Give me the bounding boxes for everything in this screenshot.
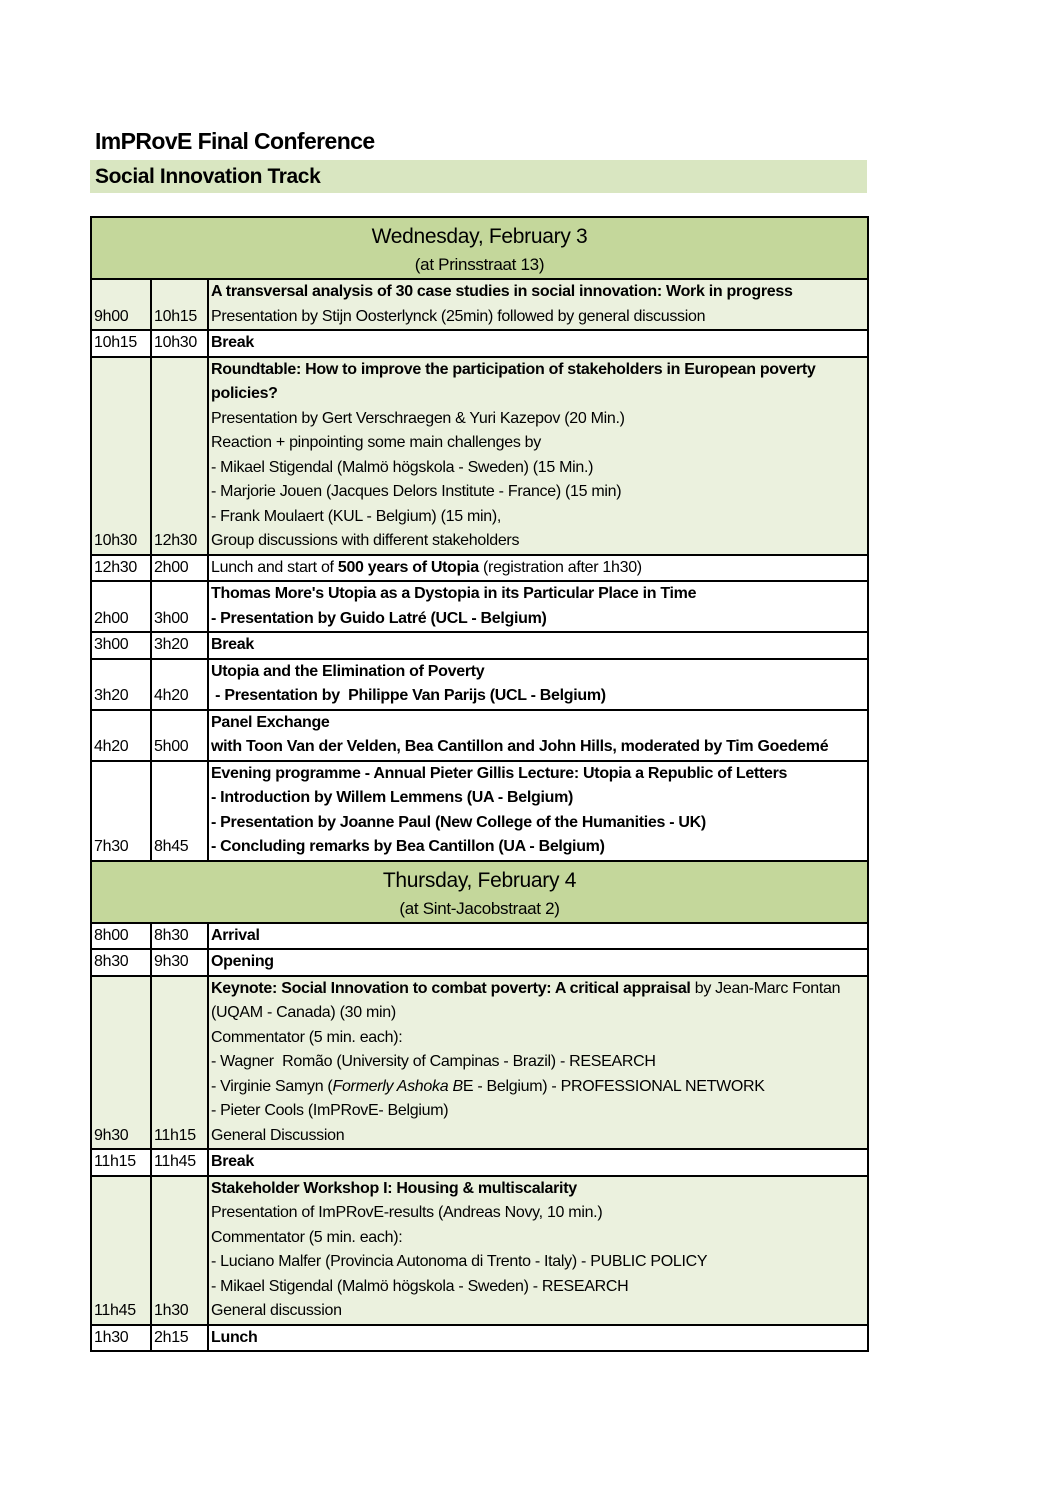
start-time: 8h30 [91, 949, 151, 976]
session-description [208, 330, 868, 357]
session-description [208, 659, 868, 710]
session-line: Evening programme - Annual Pieter Gillis Lecture: Utopia a Republic of Letters [211, 764, 788, 782]
day-name: Thursday, February 4 [382, 868, 577, 892]
session-line: Break [211, 1153, 254, 1170]
session-text: Formerly Ashoka B [332, 1077, 463, 1095]
session-row [91, 1149, 868, 1176]
start-time: 3h20 [91, 659, 151, 710]
end-time: 11h45 [151, 1149, 208, 1176]
session-line: Stakeholder Workshop I: Housing & multiscalarity [211, 1179, 577, 1197]
track-subtitle: Social Innovation Track [90, 160, 867, 193]
session-line: Lunch [211, 1328, 258, 1346]
session-description [208, 1325, 868, 1352]
session-line: - Frank Moulaert (KUL - Belgium) (15 min), [211, 507, 501, 525]
session-description [208, 555, 868, 582]
session-line: Reaction + pinpointing some main challenges by [211, 434, 541, 451]
session-line: Opening [211, 953, 274, 970]
end-time: 12h30 [151, 357, 208, 555]
session-line: - Presentation by Philippe Van Parijs (UCL - Belgium) [211, 687, 606, 704]
session-line: Panel Exchange [211, 713, 330, 731]
end-time: 5h00 [151, 710, 208, 761]
session-line: - Presentation by Guido Latré (UCL - Belgium) [211, 609, 547, 627]
end-time: 8h30 [151, 923, 208, 950]
schedule-table [90, 216, 869, 1352]
session-text: Keynote: Social Innovation to combat poverty: A critical appraisal [211, 979, 691, 997]
start-time: 10h30 [91, 357, 151, 555]
session-line: - Introduction by Willem Lemmens (UA - Belgium) [211, 789, 574, 806]
start-time: 7h30 [91, 761, 151, 861]
day-place: (at Sint-Jacobstraat 2) [399, 898, 560, 918]
session-line [211, 1075, 865, 1100]
start-time: 11h45 [91, 1176, 151, 1325]
start-time: 11h15 [91, 1149, 151, 1176]
session-line: Utopia and the Elimination of Poverty [211, 662, 485, 680]
session-description [208, 761, 868, 861]
session-line: - Pieter Cools (ImPRovE- Belgium) [211, 1102, 449, 1119]
session-line: Group discussions with different stakeholders [211, 532, 520, 549]
session-row [91, 279, 868, 330]
session-line [211, 556, 865, 581]
session-line [211, 977, 865, 1026]
start-time: 12h30 [91, 555, 151, 582]
session-row [91, 1325, 868, 1352]
session-line: Break [211, 636, 254, 653]
session-line: - Concluding remarks by Bea Cantillon (UA - Belgium) [211, 838, 605, 855]
session-row [91, 923, 868, 950]
session-description [208, 1149, 868, 1176]
session-row [91, 659, 868, 710]
session-text: - Virginie Samyn ( [211, 1077, 333, 1095]
day-name: Wednesday, February 3 [371, 225, 588, 248]
day-place: (at Prinsstraat 13) [414, 255, 545, 274]
session-line: with Toon Van der Velden, Bea Cantillon and John Hills, moderated by Tim Goedemé [211, 738, 829, 755]
session-description [208, 279, 868, 330]
session-line: Commentator (5 min. each): [211, 1028, 403, 1046]
session-row [91, 976, 868, 1150]
end-time: 3h20 [151, 632, 208, 659]
session-line: Commentator (5 min. each): [211, 1228, 403, 1246]
session-line: Arrival [211, 926, 260, 944]
session-row [91, 949, 868, 976]
session-description [208, 632, 868, 659]
start-time: 10h15 [91, 330, 151, 357]
end-time: 10h30 [151, 330, 208, 357]
schedule-body [91, 217, 868, 1351]
day-header [91, 861, 868, 923]
session-line: Presentation of ImPRovE-results (Andreas Novy, 10 min.) [211, 1204, 603, 1221]
session-line: Break [211, 334, 254, 351]
session-line: - Luciano Malfer (Provincia Autonoma di Trento - Italy) - PUBLIC POLICY [211, 1253, 708, 1270]
end-time: 2h15 [151, 1325, 208, 1352]
end-time: 3h00 [151, 581, 208, 632]
session-row [91, 1176, 868, 1325]
session-line: - Mikael Stigendal (Malmö högskola - Sweden) (15 Min.) [211, 458, 594, 476]
session-description [208, 581, 868, 632]
session-line: - Presentation by Joanne Paul (New College of the Humanities - UK) [211, 813, 706, 831]
start-time: 9h30 [91, 976, 151, 1150]
session-line: Thomas More's Utopia as a Dystopia in its Particular Place in Time [211, 585, 697, 602]
session-description [208, 949, 868, 976]
session-text: (registration after 1h30) [478, 558, 642, 576]
session-row [91, 761, 868, 861]
session-description [208, 710, 868, 761]
session-text: 500 years of Utopia [337, 558, 479, 576]
day-header [91, 217, 868, 279]
session-line: - Wagner Romão (University of Campinas - Brazil) - RESEARCH [211, 1053, 656, 1070]
session-row [91, 357, 868, 555]
session-row [91, 710, 868, 761]
session-line: Presentation by Gert Verschraegen & Yuri Kazepov (20 Min.) [211, 409, 625, 427]
start-time: 3h00 [91, 632, 151, 659]
session-line: Presentation by Stijn Oosterlynck (25min) followed by general discussion [211, 307, 706, 325]
session-row [91, 632, 868, 659]
session-line: A transversal analysis of 30 case studies in social innovation: Work in progress [211, 283, 793, 300]
end-time: 9h30 [151, 949, 208, 976]
session-line: General discussion [211, 1302, 342, 1319]
end-time: 10h15 [151, 279, 208, 330]
session-row [91, 555, 868, 582]
start-time: 2h00 [91, 581, 151, 632]
start-time: 4h20 [91, 710, 151, 761]
session-text: E - Belgium) - PROFESSIONAL NETWORK [462, 1077, 765, 1095]
session-row [91, 330, 868, 357]
day-header-row [91, 861, 868, 923]
day-header-row [91, 217, 868, 279]
session-line: Roundtable: How to improve the participation of stakeholders in European poverty policies? [211, 360, 816, 402]
session-row [91, 581, 868, 632]
session-line: - Mikael Stigendal (Malmö högskola - Sweden) - RESEARCH [211, 1277, 629, 1295]
start-time: 1h30 [91, 1325, 151, 1352]
session-text: by Jean-Marc Fontan (UQAM - Canada) (30 min) [211, 979, 841, 1021]
end-time: 8h45 [151, 761, 208, 861]
start-time: 9h00 [91, 279, 151, 330]
session-line: General Discussion [211, 1126, 345, 1144]
session-description [208, 357, 868, 555]
start-time: 8h00 [91, 923, 151, 950]
session-description [208, 923, 868, 950]
session-description [208, 1176, 868, 1325]
page-title: ImPRovE Final Conference [95, 128, 375, 154]
end-time: 2h00 [151, 555, 208, 582]
session-text: Lunch and start of [211, 558, 338, 576]
session-line: - Marjorie Jouen (Jacques Delors Institute - France) (15 min) [211, 483, 622, 500]
session-description [208, 976, 868, 1150]
end-time: 11h15 [151, 976, 208, 1150]
end-time: 1h30 [151, 1176, 208, 1325]
end-time: 4h20 [151, 659, 208, 710]
